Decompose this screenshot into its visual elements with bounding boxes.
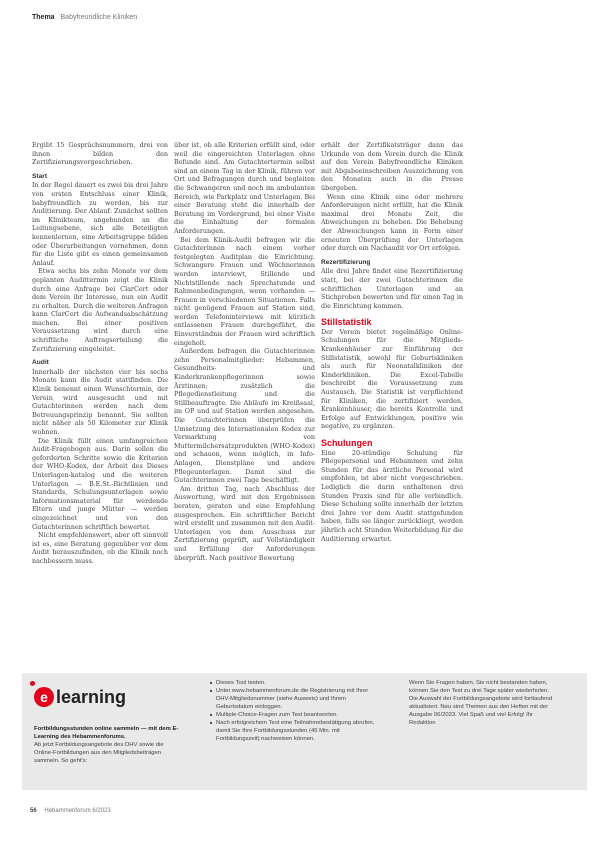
paragraph: Die Klinik füllt einen umfangreichen Audit-Fragebogen aus. Darin sollen die geforderten Schritte sowie die Kriterien der WHO-Kodex, der Arbeit des Dieses Unterlagen-katalog und die weiteren Unterlagen — B.E.St.-Richtlinien und Standards, Schulungsunterlagen sowie Informationsmaterial für werdende Eltern und junge Mütter — werden eingezeichnet und von den Gutachterinnen schriftlich bewertet. bbox=[32, 436, 168, 531]
paragraph: Ergibt 15 Gesprächsnummern, drei von ihnen bilden den Zertifizierungsvorgeschrieben. bbox=[32, 141, 168, 167]
paragraph: Bei dem Klinik-Audit befragen wir die Gutachterinnen nach einem vorher festgelegten Auditplan die Einrichtung. Schwangere Frauen und Wöchnerinnen werden interviewt, Stillende und Nichtstillende nach Sprechstunde und Rahmenbedingungen, wenn vorhanden — Frauen in verschiedenen Situationen. Falls nicht genügend Frauen auf Station sind, werden Telefoninterviews mit kürzlich entlassenen Frauen durchgeführt, die Einverständnis der Frauen wird schriftlich eingeholt. bbox=[174, 235, 315, 347]
elearning-intro-text: Ab jetzt Fortbildungsangebote des DHV sowie die Online-Fortbildungen aus den Mitgliedsbeiträgen sammeln. So geht's: bbox=[34, 742, 164, 764]
article-column-3 bbox=[321, 141, 463, 543]
elearning-notes: Wenn Sie Fragen haben, Sie nicht bestanden haben, können Sie den Test zu drei Tage später wiederholen. Die Auswahl der Fortbildungsangebote wird fortlaufend aktualisiert. Neu sind Themen aus den Heften mit der Ausgabe 06/2023. Viel Spaß und viel Erfolg! Ihr Redaktion bbox=[409, 680, 553, 726]
paragraph: Am dritten Tag, nach Abschluss der Auswertung, wird mit den Ergebnissen beraten, geraten und eine Empfehlung ausgesprochen. Ein schriftlicher Bericht wird erstellt und zusammen mit den Audit-Unterlagen von dem Ausschuss zur Zertifizierung geprüft, auf Vollständigkeit und Erfüllung der Anforderungen überprüft. Nach positiver Bewertung bbox=[174, 484, 315, 562]
page-header bbox=[32, 14, 137, 21]
logo-wordmark: learning bbox=[56, 686, 127, 707]
paragraph: Nicht empfehlenswert, aber oft sinnvoll ist es, eine Beratung gegenüber vor dem Audit herauszufinden, ob die Klinik noch nachbessern muss. bbox=[32, 531, 168, 565]
paragraph: Innerhalb der nächsten vier bis sechs Monate kann die Audit stattfinden. Die Klinik benennt einen Wunschtermin, der Verein wird ausgesucht und mit Gutachterinnen werden nach dem Betreuungsprinzip benannt. Sie sollten nicht näher als 50 Kilometer zur Klinik wohnen. bbox=[32, 367, 168, 436]
list-item: ■ Multiple-Choice-Fragen zum Text beantworten. bbox=[210, 711, 380, 719]
paragraph: Alle drei Jahre findet eine Rezertifizierung statt, bei der zwei Gutachterinnen die schriftlichen Unterlagen und an Stichproben bewerten und für einen Tag in die Einrichtung kommen. bbox=[321, 267, 463, 310]
article-column-2 bbox=[174, 141, 315, 562]
page-number: 56 bbox=[30, 808, 37, 814]
heading-stillstatistik: Stillstatistik bbox=[321, 317, 372, 328]
list-item: ■ Nach erfolgreichem Test eine Teilnahmebestätigung abrufen, damit Sie Ihre Fortbildungsstunden (45 Min. mit Fortbildungszeit) nachweisen können. bbox=[210, 719, 380, 743]
page-footer bbox=[30, 808, 111, 814]
list-item: ■ Dieses Tool testen. bbox=[210, 679, 380, 687]
section-topic: Babyfreundliche Kliniken bbox=[60, 14, 138, 21]
journal-name: Hebammenforum 6/2023 bbox=[44, 808, 111, 814]
paragraph: Außerdem befragen die Gutachterinnen zehn Personalmitglieder: Hebammen, Gesundheits- und Kinderkrankenpflegerinnen sowie Ärztinnen; zusätzlich die Pflegedienstleitung und die Stillbeauftragte. Die Abläufe im Kreißsaal, im OP und auf Station werden angesehen. Die Gutachterinnen überprüfen die Umsetzung des Internationalen Kodex zur Vermarktung von Muttermilchersatzprodukten (WHO-Kodex) und schauen, wenn möglich, in Info-Anlagen, Dienstpläne und andere Pflegeunterlagen. Damit sind die Gutachterinnen zwei Tage beschäftigt. bbox=[174, 347, 315, 485]
subheading-audit: Audit bbox=[32, 359, 49, 367]
logo-e-mark: e bbox=[34, 687, 54, 707]
elearning-intro bbox=[34, 725, 184, 765]
elearning-lead: Fortbildungsstunden online sammeln — mit dem E-Learning des Hebammenforums. bbox=[34, 726, 179, 740]
elearning-logo bbox=[34, 684, 126, 710]
paragraph: Wenn eine Klinik eine oder mehrere Anforderungen nicht erfüllt, hat die Klinik maximal drei Monate Zeit, die Abweichungen zu beheben. Die Behebung der Abweichungen kann in Form einer erneuten Überprüfung der Unterlagen oder durch ein Nachaudit vor Ort erfolgen. bbox=[321, 192, 463, 253]
elearning-steps bbox=[210, 679, 380, 743]
subheading-rezertifizierung: Rezertifizierung bbox=[321, 258, 371, 266]
paragraph: über ist, ob alle Kriterien erfüllt sind, oder weil die eingereichten Unterlagen ohne Befunde sind. Am Gutachtertermin selbst sind an einem Tag in der Klinik, führen vor Ort und Befragungen durch und begleiten die Schwangeren und noch im ambulanten Bereich, wie Parkplatz und Unterlagen. Bei einer Beratung steht die innerhalb der Beratung im Vordergrund, bei einer Visite die Einhaltung der formalen Anforderungen. bbox=[174, 141, 315, 235]
paragraph: Der Verein bietet regelmäßige Online-Schulungen für die Mitglieds-Krankenhäuser zur Einführung der Stillstatistik, sowohl für Geburtskliniken als auch für Neonatalkliniken der Kinderkliniken. Die Excel-Tabelle beschreibt die Voraussetzung zum Austausch. Die Statistik ist verpflichtend für Kliniken, die zertifiziert werden, Krankenhäuser, die bereits Kontrolle und Erfolge auf Entwicklungen, positive wie negative, zu ergänzen. bbox=[321, 327, 463, 431]
section-label: Thema bbox=[32, 14, 55, 21]
paragraph: In der Regel dauert es zwei bis drei Jahre von ersten Entschluss einer Klinik, babyfreundlich zu werden, bis zur Auditierung. Der Ablauf: Zunächst sollten im Klinikteam, angebunden an die Leitungsebene, sich alle Beteiligten kennenlernen, eine Arbeitsgruppe bilden oder Überarbeitungen vornehmen, denn für die Liste gibt es einen gemeinsamen Anlauf. bbox=[32, 181, 168, 267]
paragraph: Eine 20-stündige Schulung für Pflegepersonal und Hebammen und zehn Stunden für das ärztliche Personal wird empfohlen, ist aber nicht vorgeschrieben. Lediglich die darin enthaltenen drei Stunden Praxis sind für alle verbindlich. Diese Schulung sollte innerhalb der letzten drei Jahre vor dem Audit stattgefunden haben, falls sie länger zurückliegt, werden jährlich acht Stunden Weiterbildung für die Auditierung erwartet. bbox=[321, 448, 463, 543]
article-column-1 bbox=[32, 141, 168, 566]
logo-dot-icon bbox=[30, 681, 35, 686]
paragraph: Etwa sechs bis zehn Monate vor dem geplanten Audittermin zeigt die Klinik durch eine Anfrage bei ClarCert oder dem Verein ihr Interesse, nun ein Audit zu erhalten. Durch die weiteren Anfragen kann ClarCert die Aufwandsabschätzung machen. Bei einer positiven Voraussetzung wird durch eine schriftliche Auftragserteilung die Zertifizierung eingeleitet. bbox=[32, 267, 168, 353]
subheading-start: Start bbox=[32, 172, 48, 180]
list-item: ■ Unter www.hebammenforum.de die Registrierung mit Ihrer DHV-Mitgliedsnummer (siehe Ausweis) und Ihrem Geburtsdatum einloggen. bbox=[210, 687, 380, 711]
paragraph: erhält der Zertifikatsträger dann das Urkunde von dem Verein durch die Klinik auf den Verein Babyfreundliche Kliniken mit Abgabeeinschreiben Auszeichnung von den Monaten auch in die Presse übergeben. bbox=[321, 141, 463, 192]
heading-schulungen: Schulungen bbox=[321, 438, 373, 448]
elearning-box bbox=[22, 673, 587, 790]
